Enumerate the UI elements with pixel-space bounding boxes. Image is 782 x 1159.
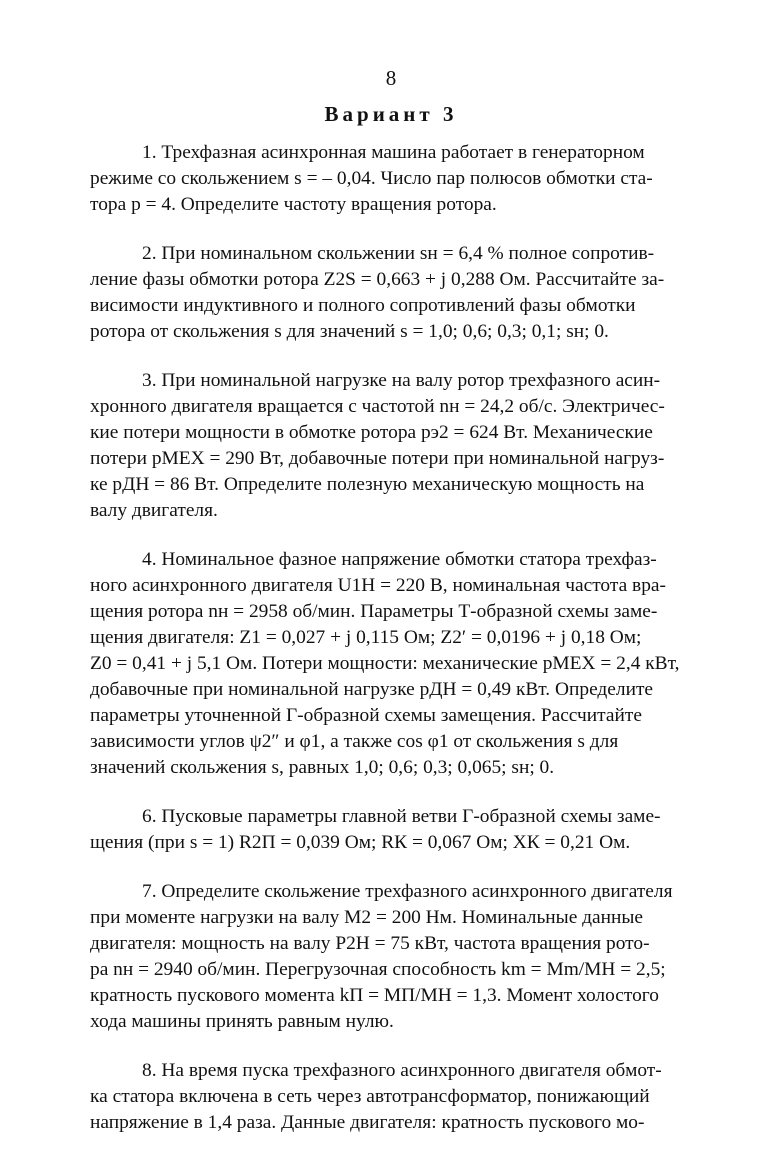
- text-line: Z0 = 0,41 + j 5,1 Ом. Потери мощности: механические pМЕХ = 2,4 кВт,: [90, 653, 680, 674]
- text-line: зависимости углов ψ2″ и φ1, а также cos φ1 от скольжения s для: [90, 731, 619, 752]
- problem-6: [90, 804, 720, 856]
- text-line: висимости индуктивного и полного сопротивлений фазы обмотки: [90, 295, 636, 316]
- text-line: 8. На время пуска трехфазного асинхронного двигателя обмот-: [142, 1060, 662, 1081]
- text-line: 2. При номинальном скольжении sн = 6,4 % полное сопротив-: [142, 243, 655, 264]
- text-line: ра nн = 2940 об/мин. Перегрузочная способность km = Mm/MН = 2,5;: [90, 959, 666, 980]
- text-line: потери pМЕХ = 290 Вт, добавочные потери при номинальной нагруз-: [90, 448, 665, 469]
- text-line: напряжение в 1,4 раза. Данные двигателя: кратность пускового мо-: [90, 1112, 645, 1133]
- text-line: щения ротора nн = 2958 об/мин. Параметры Т-образной схемы заме-: [90, 601, 658, 622]
- text-line: кратность пускового момента kП = MП/MН = 1,3. Момент холостого: [90, 985, 659, 1006]
- problem-3: [90, 368, 720, 524]
- text-line: ротора от скольжения s для значений s = 1,0; 0,6; 0,3; 0,1; sн; 0.: [90, 321, 609, 342]
- text-line: режиме со скольжением s = – 0,04. Число пар полюсов обмотки ста-: [90, 168, 653, 189]
- page-number: 8: [385, 66, 397, 90]
- text-line: щения двигателя: Z1 = 0,027 + j 0,115 Ом; Z2′ = 0,0196 + j 0,18 Ом;: [90, 627, 642, 648]
- text-line: хода машины принять равным нулю.: [90, 1011, 394, 1032]
- text-line: ного асинхронного двигателя U1Н = 220 В, номинальная частота вра-: [90, 575, 666, 596]
- text-line: параметры уточненной Г-образной схемы замещения. Рассчитайте: [90, 705, 642, 726]
- text-line: 3. При номинальной нагрузке на валу ротор трехфазного асин-: [142, 370, 661, 391]
- problem-7: [90, 879, 720, 1035]
- text-line: 1. Трехфазная асинхронная машина работает в генераторном: [142, 142, 645, 163]
- text-line: ке pДН = 86 Вт. Определите полезную механическую мощность на: [90, 474, 645, 495]
- text-line: 7. Определите скольжение трехфазного асинхронного двигателя: [142, 881, 673, 902]
- text-line: щения (при s = 1) R2П = 0,039 Ом; RК = 0,067 Ом; XК = 0,21 Ом.: [90, 832, 631, 853]
- problem-1: [90, 140, 720, 218]
- text-line: при моменте нагрузки на валу M2 = 200 Нм. Номинальные данные: [90, 907, 644, 928]
- problem-list: [90, 140, 720, 1159]
- text-line: тора p = 4. Определите частоту вращения ротора.: [90, 194, 497, 215]
- problem-8: [90, 1058, 720, 1136]
- text-line: ление фазы обмотки ротора Z2S = 0,663 + j 0,288 Ом. Рассчитайте за-: [90, 269, 665, 290]
- text-line: ка статора включена в сеть через автотрансформатор, понижающий: [90, 1086, 650, 1107]
- text-line: кие потери мощности в обмотке ротора pэ2 = 624 Вт. Механические: [90, 422, 653, 443]
- text-line: двигателя: мощность на валу P2Н = 75 кВт, частота вращения рото-: [90, 933, 650, 954]
- text-line: 6. Пусковые параметры главной ветви Г-образной схемы заме-: [142, 806, 661, 827]
- text-line: добавочные при номинальной нагрузке pДН = 0,49 кВт. Определите: [90, 679, 654, 700]
- text-line: значений скольжения s, равных 1,0; 0,6; 0,3; 0,065; sн; 0.: [90, 757, 555, 778]
- problem-2: [90, 241, 720, 345]
- text-line: 4. Номинальное фазное напряжение обмотки статора трехфаз-: [142, 549, 657, 570]
- text-line: валу двигателя.: [90, 500, 218, 521]
- text-line: хронного двигателя вращается с частотой nн = 24,2 об/с. Электричес-: [90, 396, 665, 417]
- variant-title: Вариант 3: [324, 102, 458, 126]
- problem-4: [90, 547, 720, 781]
